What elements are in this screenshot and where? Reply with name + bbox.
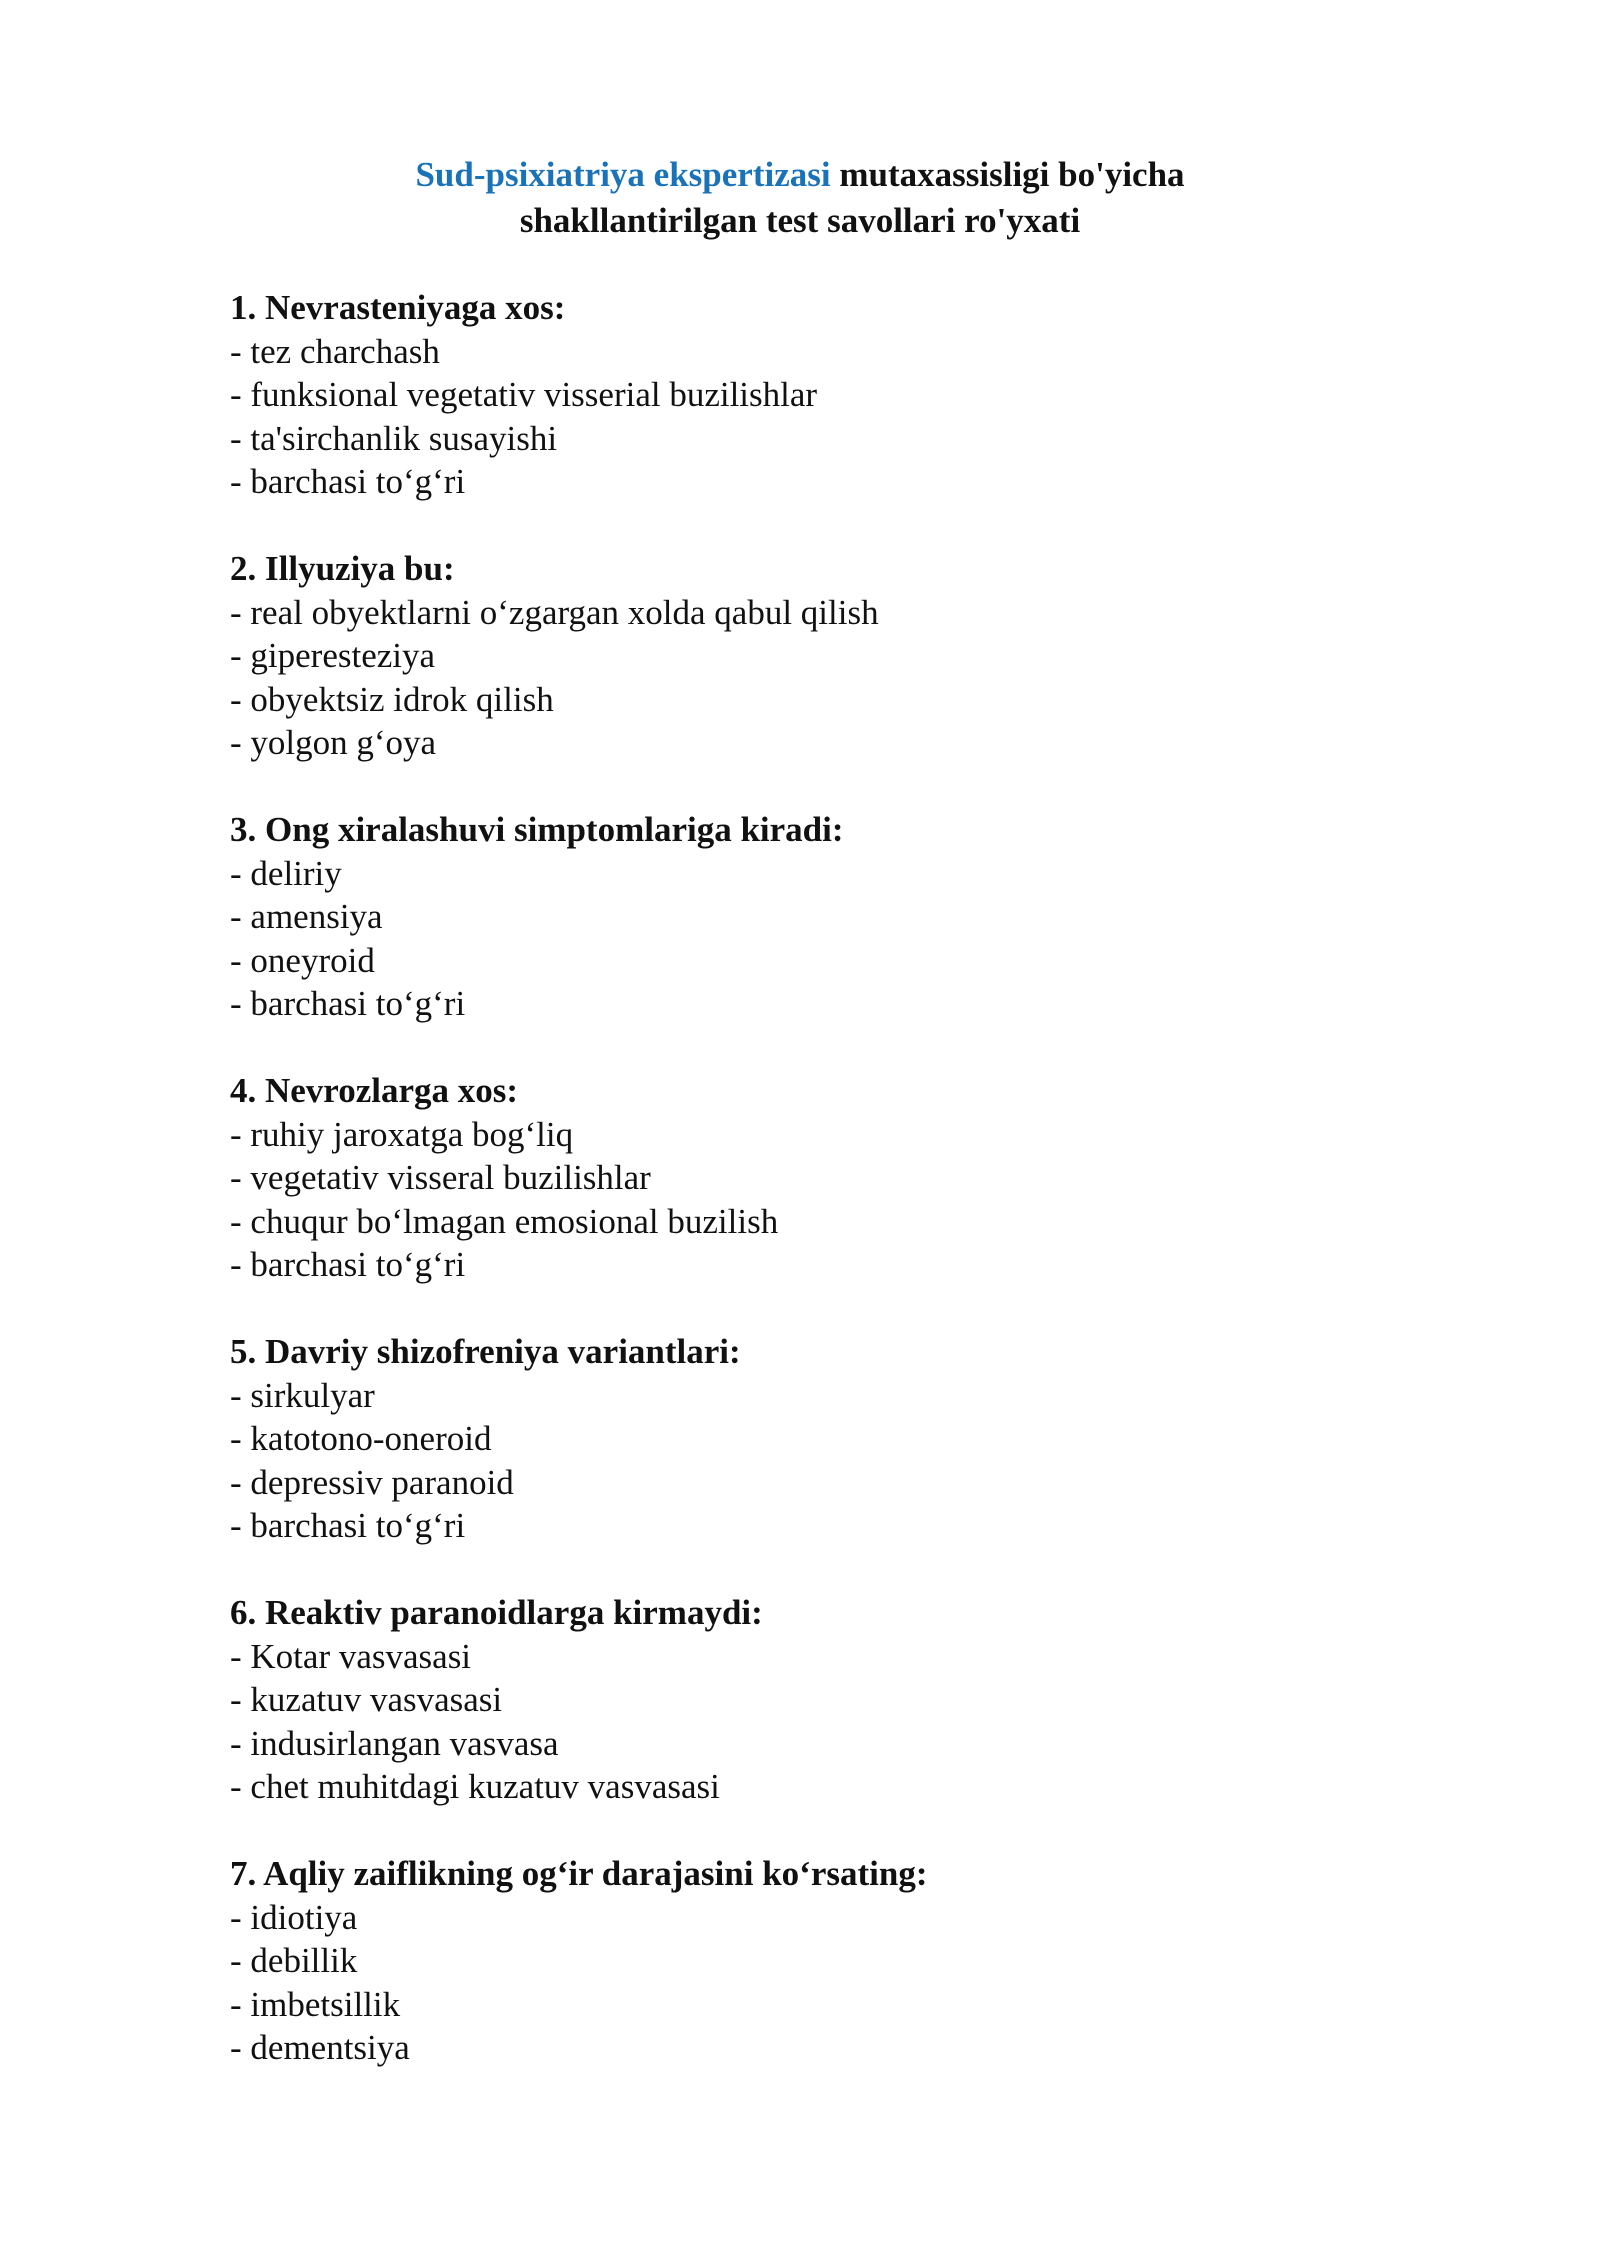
question-text: 2. Illyuziya bu: [230, 549, 455, 588]
option-item: - chuqur bo‘lmagan emosional buzilish [230, 1201, 779, 1241]
question-text: 7. Aqliy zaiflikning og‘ir darajasini ko‘rsating: [230, 1854, 928, 1893]
question-text: 1. Nevrasteniyaga xos: [230, 288, 566, 327]
option-list [230, 852, 1430, 1026]
option-list [230, 330, 1430, 504]
question-text: 6. Reaktiv paranoidlarga kirmaydi: [230, 1593, 763, 1632]
option-item: - depressiv paranoid [230, 1462, 514, 1502]
option-item: - idiotiya [230, 1897, 358, 1937]
question-item [230, 1330, 1430, 1548]
question-item [230, 286, 1430, 504]
option-item: - barchasi to‘g‘ri [230, 1245, 466, 1284]
question-item [230, 1852, 1430, 2070]
option-item: - funksional vegetativ visserial buzilishlar [230, 375, 818, 414]
option-item: - obyektsiz idrok qilish [230, 679, 554, 719]
option-item: - real obyektlarni o‘zgargan xolda qabul qilish [230, 592, 879, 632]
option-item: - giperesteziya [230, 636, 436, 675]
option-list [230, 591, 1430, 765]
option-list [230, 1635, 1430, 1809]
title-rest: mutaxassisligi bo'yicha [830, 155, 1185, 194]
option-item: - kuzatuv vasvasasi [230, 1680, 503, 1719]
question-item [230, 547, 1430, 765]
option-item: - indusirlangan vasvasa [230, 1723, 559, 1763]
question-item [230, 808, 1430, 1026]
option-item: - vegetativ visseral buzilishlar [230, 1158, 651, 1197]
option-item: - imbetsillik [230, 1984, 401, 2024]
option-item: - amensiya [230, 897, 383, 936]
question-item [230, 1591, 1430, 1809]
option-item: - ruhiy jaroxatga bog‘liq [230, 1114, 574, 1154]
option-item: - katotono-oneroid [230, 1419, 492, 1458]
option-item: - oneyroid [230, 940, 375, 980]
option-item: - sirkulyar [230, 1375, 375, 1415]
option-item: - debillik [230, 1941, 358, 1980]
document-title [0, 152, 1600, 244]
option-list [230, 1113, 1430, 1287]
title-line-1 [0, 152, 1600, 198]
question-text: 5. Davriy shizofreniya variantlari: [230, 1332, 741, 1371]
option-item: - yolgon g‘oya [230, 723, 437, 762]
title-accent-link[interactable]: Sud-psixiatriya ekspertizasi [415, 155, 831, 194]
option-item: - dementsiya [230, 2028, 410, 2067]
option-item: - ta'sirchanlik susayishi [230, 418, 558, 458]
title-line-2: shakllantirilgan test savollari ro'yxati [519, 201, 1081, 240]
option-item: - barchasi to‘g‘ri [230, 1506, 466, 1545]
option-item: - barchasi to‘g‘ri [230, 462, 466, 501]
option-list [230, 1896, 1430, 2070]
question-text: 3. Ong xiralashuvi simptomlariga kiradi: [230, 810, 844, 849]
option-item: - chet muhitdagi kuzatuv vasvasasi [230, 1767, 720, 1806]
option-item: - tez charchash [230, 331, 440, 371]
question-list [230, 286, 1430, 2113]
question-text: 4. Nevrozlarga xos: [230, 1071, 519, 1110]
option-item: - Kotar vasvasasi [230, 1636, 472, 1676]
option-list [230, 1374, 1430, 1548]
option-item: - barchasi to‘g‘ri [230, 984, 466, 1023]
option-item: - deliriy [230, 853, 342, 893]
question-item [230, 1069, 1430, 1287]
